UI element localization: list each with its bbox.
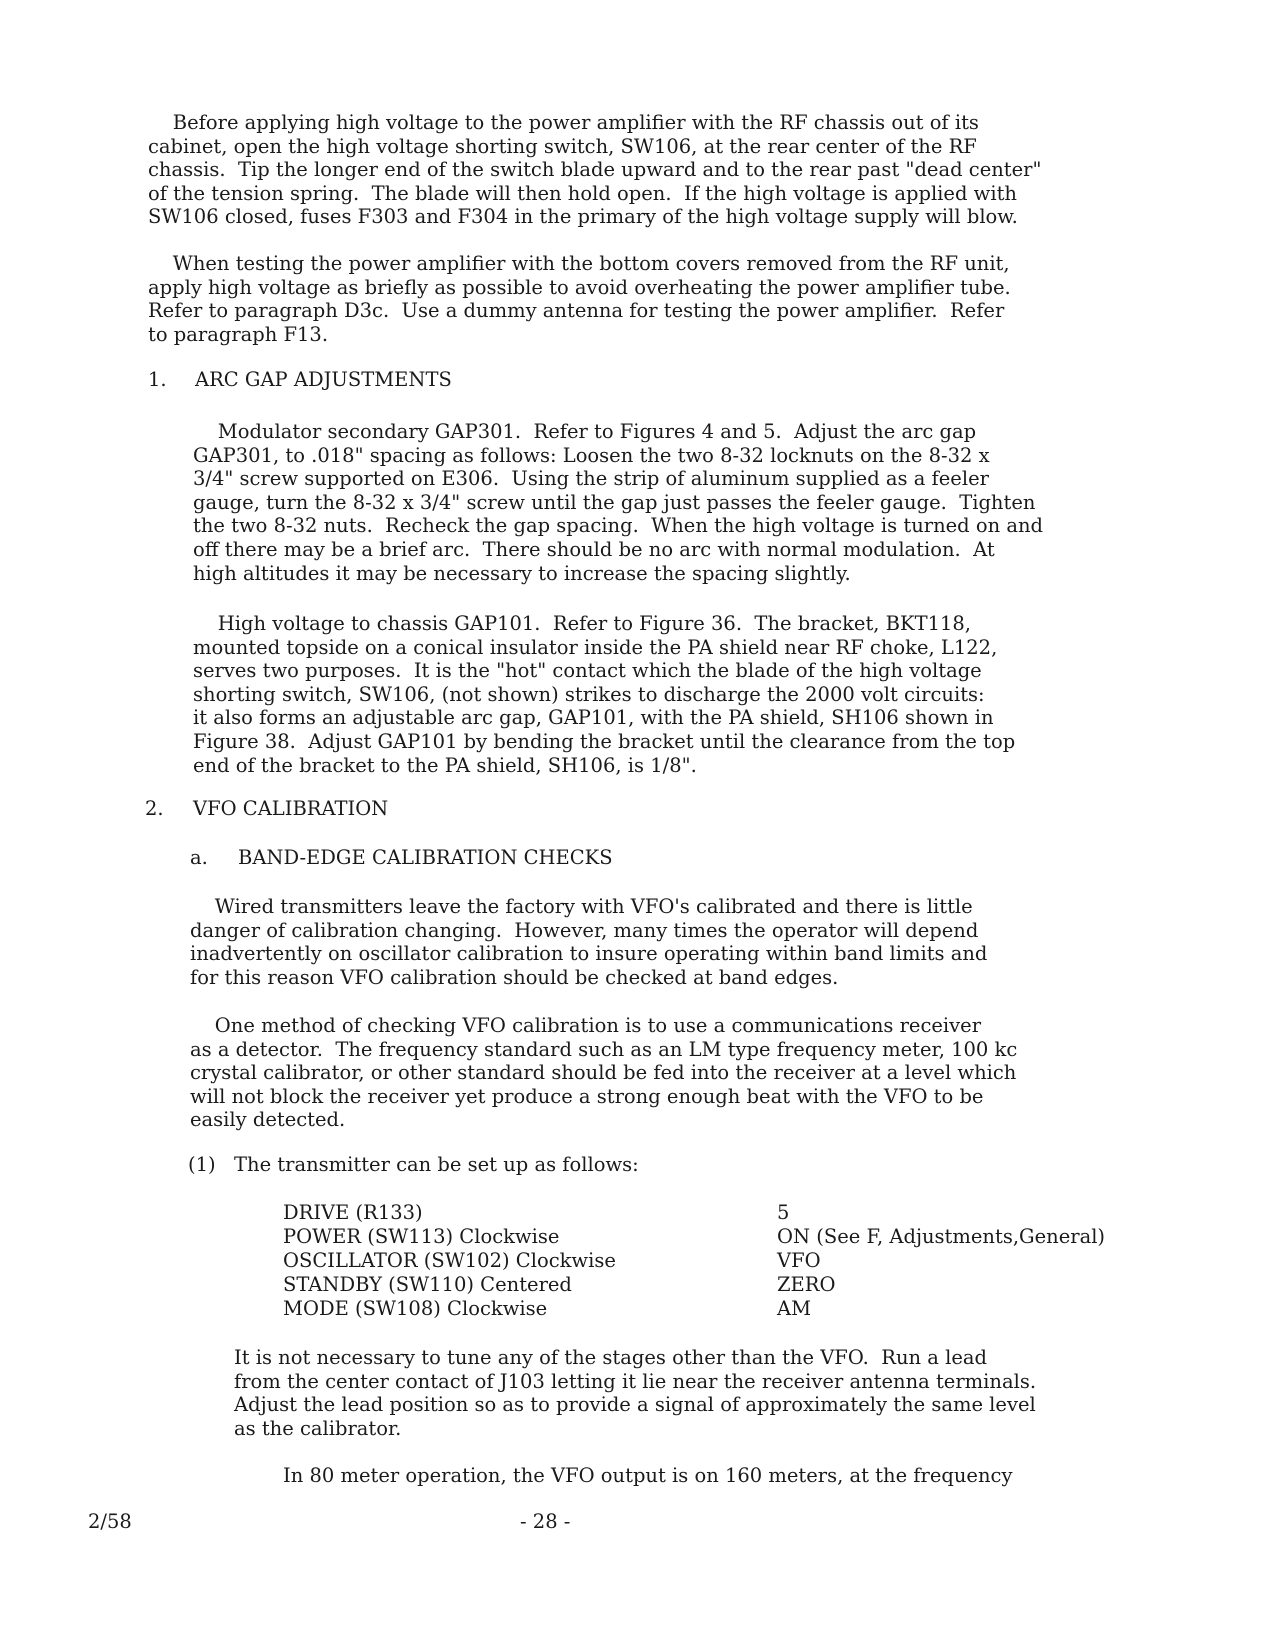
text-line: from the center contact of J103 letting it lie near the receiver antenna terminals. <box>234 1369 1037 1393</box>
text-line: for this reason VFO calibration should be checked at band edges. <box>190 965 839 989</box>
paragraph-testing-note <box>148 252 1011 346</box>
text-line: Wired transmitters leave the factory with VFO's calibrated and there is little <box>190 895 973 918</box>
settings-row <box>283 1249 1143 1273</box>
text-line: inadvertently on oscillator calibration to insure operating within band limits and <box>190 942 988 966</box>
control-name: MODE (SW108) Clockwise <box>283 1297 548 1320</box>
text-line: High voltage to chassis GAP101. Refer to Figure 36. The bracket, BKT118, <box>193 612 972 635</box>
text-line: serves two purposes. It is the "hot" contact which the blade of the high voltage <box>193 659 982 683</box>
control-setting: AM <box>777 1297 812 1320</box>
text-line: danger of calibration changing. However, many times the operator will depend <box>190 918 979 942</box>
paragraph-hv-chassis-gap <box>193 612 1015 777</box>
text-line: crystal calibrator, or other standard should be fed into the receiver at a level which <box>190 1061 1017 1085</box>
text-line: Refer to paragraph D3c. Use a dummy antenna for testing the power amplifier. Refer <box>148 299 1005 323</box>
text-line: high altitudes it may be necessary to increase the spacing slightly. <box>193 561 851 585</box>
section-number: 2. <box>145 797 164 820</box>
text-line: off there may be a brief arc. There should be no arc with normal modulation. At <box>193 537 995 561</box>
paragraph-checking-method <box>190 1014 1017 1132</box>
list-text: The transmitter can be set up as follows: <box>234 1153 639 1176</box>
text-line: Modulator secondary GAP301. Refer to Figures 4 and 5. Adjust the arc gap <box>193 420 977 443</box>
text-line: it also forms an adjustable arc gap, GAP101, with the PA shield, SH106 shown in <box>193 706 994 730</box>
settings-table <box>283 1201 1143 1321</box>
text-line: GAP301, to .018" spacing as follows: Loosen the two 8-32 locknuts on the 8-32 x <box>193 443 990 467</box>
section-title: ARC GAP ADJUSTMENTS <box>195 368 452 391</box>
section-heading-vfo <box>145 797 389 821</box>
section-number: 1. <box>148 368 167 391</box>
paragraph-high-voltage-warning <box>148 111 1041 229</box>
list-number: (1) <box>188 1153 216 1176</box>
text-line: It is not necessary to tune any of the stages other than the VFO. Run a lead <box>234 1346 987 1369</box>
text-line: end of the bracket to the PA shield, SH106, is 1/8". <box>193 753 697 777</box>
text-line: apply high voltage as briefly as possible to avoid overheating the power amplifier tube. <box>148 275 1011 299</box>
control-setting: VFO <box>777 1249 821 1272</box>
text-line: to paragraph F13. <box>148 322 329 346</box>
text-line: chassis. Tip the longer end of the switch blade upward and to the rear past "dead center" <box>148 158 1042 182</box>
settings-row <box>283 1273 1143 1297</box>
section-heading-arc-gap <box>148 368 452 392</box>
settings-row <box>283 1225 1143 1249</box>
settings-row <box>283 1201 1143 1225</box>
subsection-heading-band-edge <box>190 846 613 870</box>
control-name: STANDBY (SW110) Centered <box>283 1273 572 1296</box>
page-number: - 28 - <box>520 1510 571 1533</box>
text-line: When testing the power amplifier with the bottom covers removed from the RF unit, <box>148 252 1010 275</box>
text-line: the two 8-32 nuts. Recheck the gap spacing. When the high voltage is turned on and <box>193 514 1044 538</box>
control-setting: ZERO <box>777 1273 836 1296</box>
text-line: 3/4" screw supported on E306. Using the strip of aluminum supplied as a feeler <box>193 467 989 491</box>
text-line: In 80 meter operation, the VFO output is on 160 meters, at the frequency <box>283 1464 1013 1487</box>
subsection-title: BAND-EDGE CALIBRATION CHECKS <box>238 846 613 869</box>
control-setting: 5 <box>777 1201 790 1224</box>
control-setting: ON (See F, Adjustments,General) <box>777 1225 1106 1248</box>
text-line: SW106 closed, fuses F303 and F304 in the primary of the high voltage supply will blow. <box>148 205 1018 229</box>
text-line: as a detector. The frequency standard such as an LM type frequency meter, 100 kc <box>190 1037 1018 1061</box>
text-line: One method of checking VFO calibration is to use a communications receiver <box>190 1014 982 1037</box>
text-line: will not block the receiver yet produce a strong enough beat with the VFO to be <box>190 1084 984 1108</box>
text-line: of the tension spring. The blade will then hold open. If the high voltage is applied with <box>148 181 1017 205</box>
text-line: Figure 38. Adjust GAP101 by bending the bracket until the clearance from the top <box>193 729 1016 753</box>
list-item-setup <box>188 1153 639 1177</box>
control-name: POWER (SW113) Clockwise <box>283 1225 560 1248</box>
text-line: shorting switch, SW106, (not shown) strikes to discharge the 2000 volt circuits: <box>193 682 985 706</box>
text-line: mounted topside on a conical insulator inside the PA shield near RF choke, L122, <box>193 635 998 659</box>
paragraph-wired-transmitters <box>190 895 987 989</box>
control-name: DRIVE (R133) <box>283 1201 423 1224</box>
paragraph-lead-setup <box>234 1346 1036 1440</box>
text-line: Adjust the lead position so as to provide a signal of approximately the same level <box>234 1393 1036 1417</box>
subsection-letter: a. <box>190 846 208 869</box>
control-name: OSCILLATOR (SW102) Clockwise <box>283 1249 616 1272</box>
section-title: VFO CALIBRATION <box>193 797 389 820</box>
text-line: Before applying high voltage to the power amplifier with the RF chassis out of its <box>148 111 979 134</box>
text-line: easily detected. <box>190 1108 346 1132</box>
text-line: as the calibrator. <box>234 1416 402 1440</box>
footer-date: 2/58 <box>88 1510 132 1533</box>
paragraph-80-meter <box>283 1464 1012 1488</box>
text-line: cabinet, open the high voltage shorting switch, SW106, at the rear center of the RF <box>148 134 977 158</box>
paragraph-modulator-gap <box>193 420 1043 585</box>
settings-row <box>283 1297 1143 1321</box>
text-line: gauge, turn the 8-32 x 3/4" screw until the gap just passes the feeler gauge. Tighten <box>193 490 1036 514</box>
